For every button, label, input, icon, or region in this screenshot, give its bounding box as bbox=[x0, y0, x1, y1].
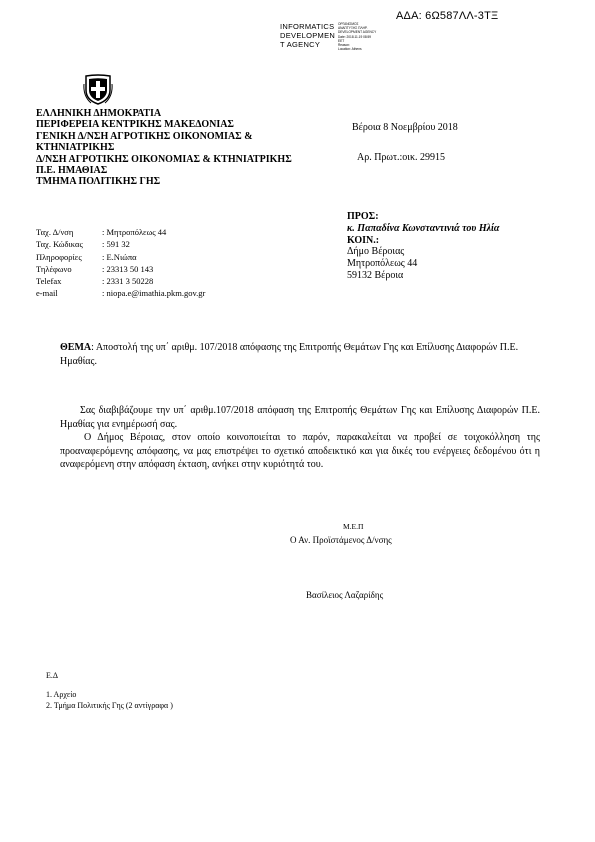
subject-text: : Αποστολή της υπ΄ αριθμ. 107/2018 απόφασης της Επιτροπής Θεμάτων Γης και Επίλυσης Διαφορών Π.Ε. Ημαθίας. bbox=[60, 342, 519, 367]
subject-label: ΘΕΜΑ bbox=[60, 342, 92, 353]
distribution-heading: Ε.Δ bbox=[46, 671, 59, 680]
stamp-line-3: T AGENCY bbox=[280, 40, 321, 49]
header-line: ΚΤΗΝΙΑΤΡΙΚΗΣ bbox=[36, 142, 115, 154]
contact-row: Telefax : 2331 3 50228 bbox=[36, 276, 154, 287]
distribution-item: 2. Τμήμα Πολιτικής Γης (2 αντίγραφα ) bbox=[46, 701, 173, 710]
signatory-name: Βασίλειος Λαζαρίδης bbox=[306, 590, 384, 600]
header-line: Π.Ε. ΗΜΑΘΙΑΣ bbox=[36, 165, 108, 177]
distribution-item: 1. Αρχείο bbox=[46, 689, 77, 699]
greek-emblem-icon bbox=[83, 74, 113, 106]
contact-row: Ταχ. Κώδικας : 591 32 bbox=[36, 239, 130, 250]
subject-line bbox=[60, 341, 540, 369]
stamp-line-2: DEVELOPMEN bbox=[280, 31, 336, 40]
header-line: ΤΜΗΜΑ ΠΟΛΙΤΙΚΗΣ ΓΗΣ bbox=[36, 176, 161, 188]
contact-row: Τηλέφωνο : 23313 50 143 bbox=[36, 263, 154, 274]
body-paragraph: Σας διαβιβάζουμε την υπ΄ αριθμ.107/2018 απόφαση της Επιτροπής Θεμάτων Γης και Επίλυσης Διαφορών Π.Ε. Ημαθίας για ενημέρωσή σας. bbox=[60, 405, 540, 430]
contact-row: Πληροφορίες : Ε.Νιώπα bbox=[36, 251, 137, 262]
cc-line: Μητροπόλεως 44 bbox=[347, 258, 418, 270]
contact-info bbox=[36, 226, 205, 300]
to-label: ΠΡΟΣ: bbox=[347, 211, 379, 222]
letter-body bbox=[60, 404, 540, 472]
protocol-number: Αρ. Πρωτ.:οικ. 29915 bbox=[357, 152, 446, 163]
header-line: ΕΛΛΗΝΙΚΗ ΔΗΜΟΚΡΑΤΙΑ bbox=[36, 108, 162, 119]
header-line: ΓΕΝΙΚΗ Δ/ΝΣΗ ΑΓΡΟΤΙΚΗΣ ΟΙΚΟΝΟΜΙΑΣ & bbox=[36, 130, 253, 142]
header-line: Δ/ΝΣΗ ΑΓΡΟΤΙΚΗΣ ΟΙΚΟΝΟΜΙΑΣ & ΚΤΗΝΙΑΤΡΙΚΗΣ bbox=[36, 153, 292, 165]
issuing-authority-header bbox=[36, 108, 292, 188]
signatory-title: Ο Αν. Προϊστάμενος Δ/νσης bbox=[290, 535, 392, 545]
cc-label: ΚΟΙΝ.: bbox=[347, 234, 380, 246]
digital-signature-stamp bbox=[280, 22, 380, 52]
header-line: ΠΕΡΙΦΕΡΕΙΑ ΚΕΝΤΡΙΚΗΣ ΜΑΚΕΔΟΝΙΑΣ bbox=[36, 119, 234, 131]
to-recipient: κ. Παπαδίνα Κωνσταντινιά του Ηλία bbox=[347, 222, 500, 234]
body-paragraph: Ο Δήμος Βέροιας, στον οποίο κοινοποιείται το παρόν, παρακαλείται να προβεί σε τοιχοκόλληση της προαναφερόμενης απόφασης, να μας επιστρέψει το σχετικό αποδεικτικό και για δικές του ενέργειες δεδομένου ότι η αναφερόμενη στην απόφαση έκταση, ανήκει στην κυριότητά του. bbox=[60, 432, 540, 471]
stamp-side-text: ΟΡΓΑΝΙΣΜΟΣ ΑΝΑΠΤΥΞΗΣ ΠΛΗΡ. DEVELOPMENT AGENCY Date: 2018.11.19 08:59 EET Reason: Location: Athens bbox=[338, 22, 377, 52]
internal-distribution bbox=[46, 670, 173, 712]
contact-row: e-mail : niopa.e@imathia.pkm.gov.gr bbox=[36, 288, 206, 299]
cc-line: 59132 Βέροια bbox=[347, 269, 404, 281]
stamp-line-1: INFORMATICS bbox=[280, 22, 335, 31]
ada-code: ΑΔΑ: 6Ω587ΛΛ-3ΤΞ bbox=[396, 10, 499, 22]
cc-line: Δήμο Βέροιας bbox=[347, 246, 405, 258]
email-link[interactable]: : niopa.e@imathia.pkm.gov.gr bbox=[102, 288, 206, 299]
contact-row: Ταχ. Δ/νση : Μητροπόλεως 44 bbox=[36, 227, 167, 237]
mep-label: Μ.Ε.Π bbox=[343, 522, 364, 531]
document-date: Βέροια 8 Νοεμβρίου 2018 bbox=[352, 122, 458, 133]
recipients-block bbox=[347, 211, 499, 282]
